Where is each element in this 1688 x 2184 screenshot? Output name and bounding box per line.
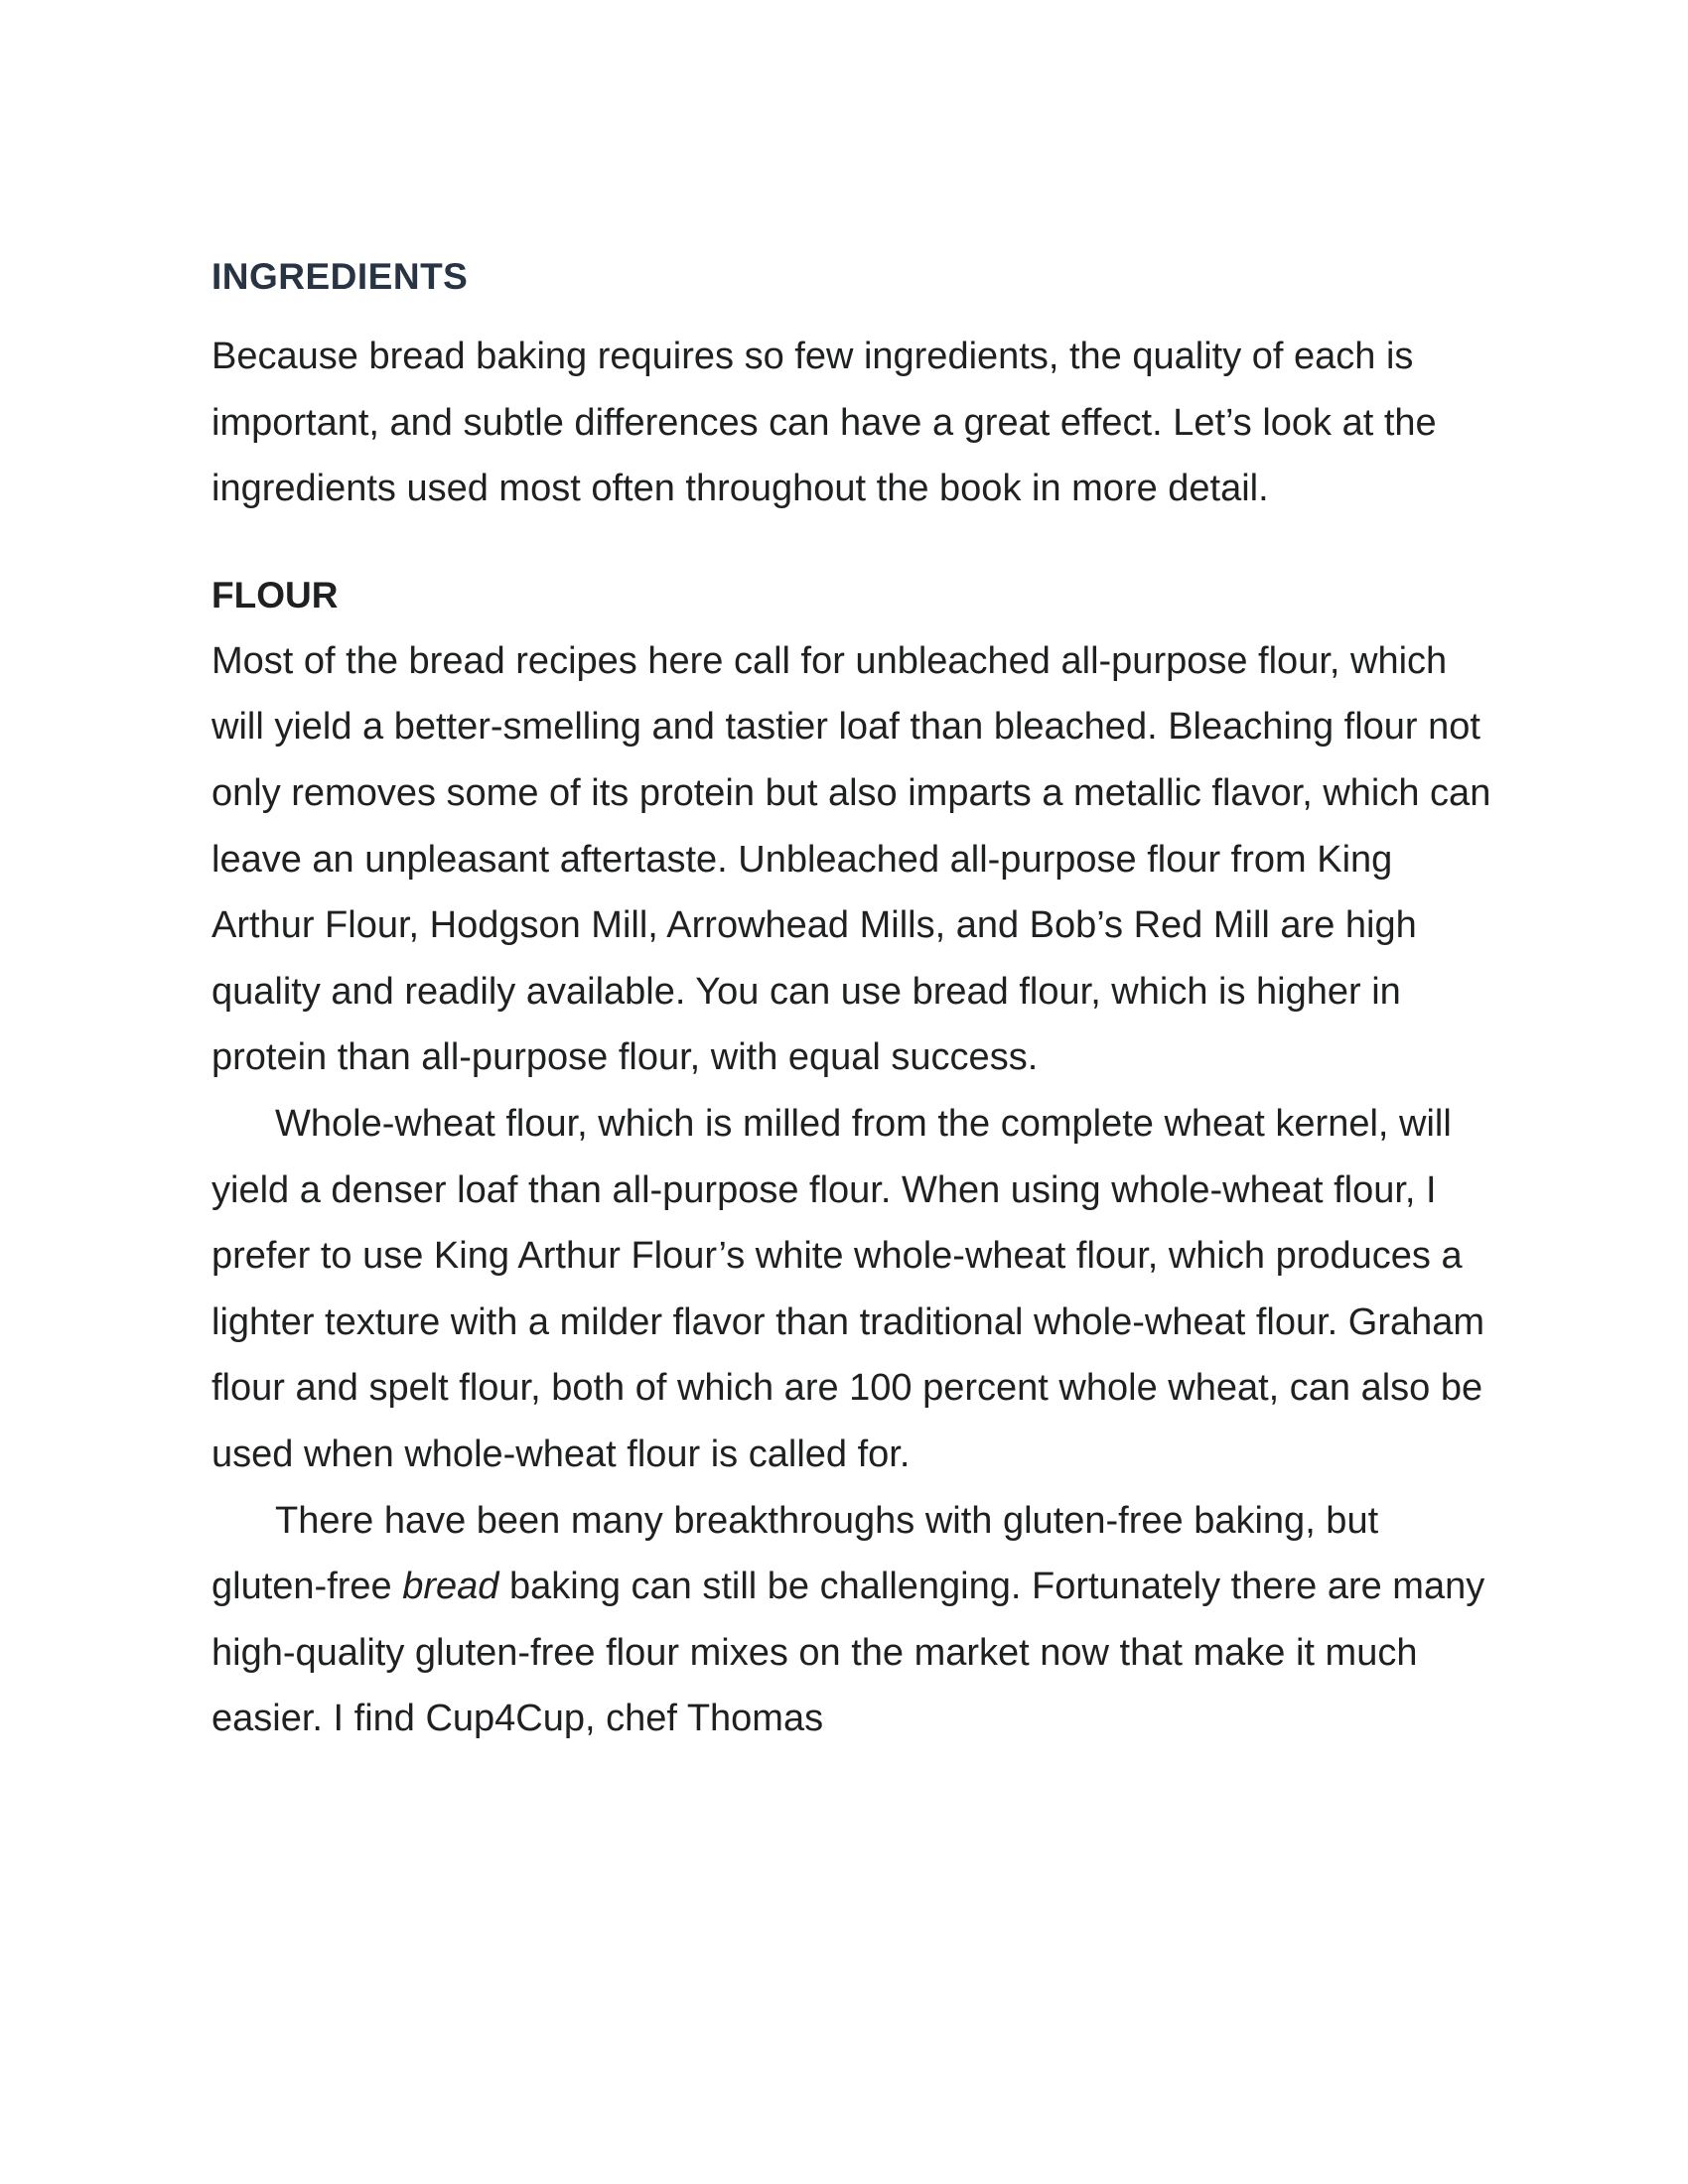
intro-paragraph: Because bread baking requires so few ingredients, the quality of each is important, and subtle differences can have a great effect. Let’s look at the ingredients used most often throughout the book in more detail.	[211, 336, 1437, 510]
flour-paragraph-3	[211, 1488, 1492, 1752]
flour-paragraph-1: Most of the bread recipes here call for unbleached all-purpose flour, which will yield a better-smelling and tastier loaf than bleached. Bleaching flour not only removes some of its protein but also imparts a metallic flavor, which can leave an unpleasant aftertaste. Unbleached all-purpose flour from King Arthur Flour, Hodgson Mill, Arrowhead Mills, and Bob’s Red Mill are high quality and readily available. You can use bread flour, which is higher in protein than all-purpose flour, with equal success.	[211, 639, 1491, 1079]
page-content	[211, 252, 1492, 1752]
flour-paragraph-3-text-start: There have been many breakthroughs with gluten-free baking, but gluten-free	[211, 1499, 1379, 1608]
flour-paragraph-2: Whole-wheat flour, which is milled from the complete wheat kernel, will yield a denser loaf than all-purpose flour. When using whole-wheat flour, I prefer to use King Arthur Flour’s white whole-wheat flour, which produces a lighter texture with a milder flavor than traditional whole-wheat flour. Graham flour and spelt flour, both of which are 100 percent whole wheat, can also be used when whole-wheat flour is called for.	[211, 1102, 1485, 1475]
section-heading: INGREDIENTS	[211, 256, 469, 297]
bread-emphasis: bread	[402, 1566, 499, 1608]
flour-heading: FLOUR	[211, 574, 339, 615]
flour-paragraph-3-text-end: baking can still be challenging. Fortunately there are many high-quality gluten-free flour mixes on the market now that make it much easier. I find Cup4Cup, chef Thomas	[211, 1566, 1485, 1740]
